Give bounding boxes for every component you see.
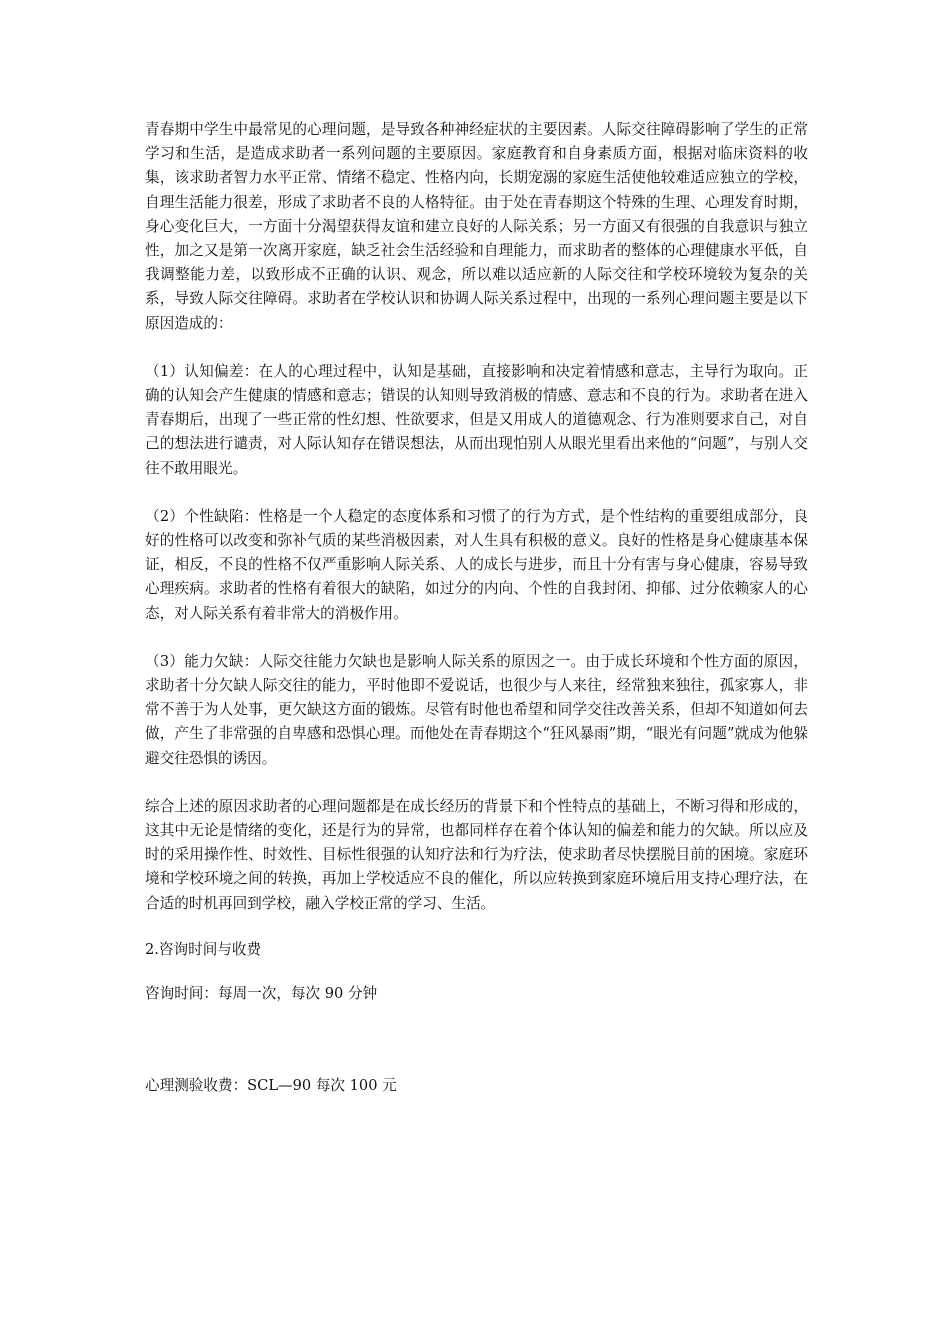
paragraph-summary: 综合上述的原因求助者的心理问题都是在成长经历的背景下和个性特点的基础上，不断习得和形成的，这其中无论是情绪的变化，还是行为的异常，也都同样存在着个体认知的偏差和能力的欠缺。所以应及时的采用操作性、时效性、目标性很强的认知疗法和行为疗法，使求助者尽快摆脱目前的困境。家庭环境和学校环境之间的转换，再加上学校适应不良的催化，所以应转换到家庭环境后用支持心理疗法，在合适的时机再回到学校，融入学校正常的学习、生活。 [145, 797, 808, 912]
consult-time-text: 咨询时间：每周一次，每次 90 分钟 [145, 985, 378, 1003]
section-heading: 2.咨询时间与收费 [145, 940, 262, 958]
test-fee-text: 心理测验收费：SCL—90 每次 100 元 [145, 1077, 397, 1095]
paragraph-cognitive-bias: （1）认知偏差：在人的心理过程中，认知是基础，直接影响和决定着情感和意志，主导行为取向。正确的认知会产生健康的情感和意志；错误的认知则导致消极的情感、意志和不良的行为。求助者在进入青春期后，出现了一些正常的性幻想、性欲要求，但是又用成人的道德观念、行为准则要求自己，对自己的想法进行谴责，对人际认知存在错误想法，从而出现怕别人从眼光里看出来他的“问题”，与别人交往不敢用眼光。 [145, 362, 808, 477]
document-body [145, 118, 808, 1099]
paragraph-causes-overview: 青春期中学生中最常见的心理问题，是导致各种神经症状的主要因素。人际交往障碍影响了学生的正常学习和生活，是造成求助者一系列问题的主要原因。家庭教育和自身素质方面，根据对临床资料的收集，该求助者智力水平正常、情绪不稳定、性格内向，长期宠溺的家庭生活使他较难适应独立的学校，自理生活能力很差，形成了求助者不良的人格特征。由于处在青春期这个特殊的生理、心理发育时期，身心变化巨大，一方面十分渴望获得友谊和建立良好的人际关系；另一方面又有很强的自我意识与独立性，加之又是第一次离开家庭，缺乏社会生活经验和自理能力，而求助者的整体的心理健康水平低，自我调整能力差，以致形成不正确的认识、观念，所以难以适应新的人际交往和学校环境较为复杂的关系，导致人际交往障碍。求助者在学校认识和协调人际关系过程中，出现的一系列心理问题主要是以下原因造成的： [145, 121, 808, 332]
paragraph-personality-defect: （2）个性缺陷：性格是一个人稳定的态度体系和习惯了的行为方式，是个性结构的重要组成部分，良好的性格可以改变和弥补气质的某些消极因素，对人生具有积极的意义。良好的性格是身心健康基本保证，相反，不良的性格不仅严重影响人际关系、人的成长与进步，而且十分有害与身心健康，容易导致心理疾病。求助者的性格有着很大的缺陷，如过分的内向、个性的自我封闭、抑郁、过分依赖家人的心态，对人际关系有着非常大的消极作用。 [145, 507, 808, 622]
paragraph-ability-deficit: （3）能力欠缺：人际交往能力欠缺也是影响人际关系的原因之一。由于成长环境和个性方面的原因，求助者十分欠缺人际交往的能力，平时他即不爱说话，也很少与人来往，经常独来独往，孤家寡人，非常不善于为人处事，更欠缺这方面的锻炼。尽管有时他也希望和同学交往改善关系，但却不知道如何去做，产生了非常强的自卑感和恐惧心理。而他处在青春期这个“狂风暴雨”期，“眼光有问题”就成为他躲避交往恐惧的诱因。 [145, 652, 808, 767]
